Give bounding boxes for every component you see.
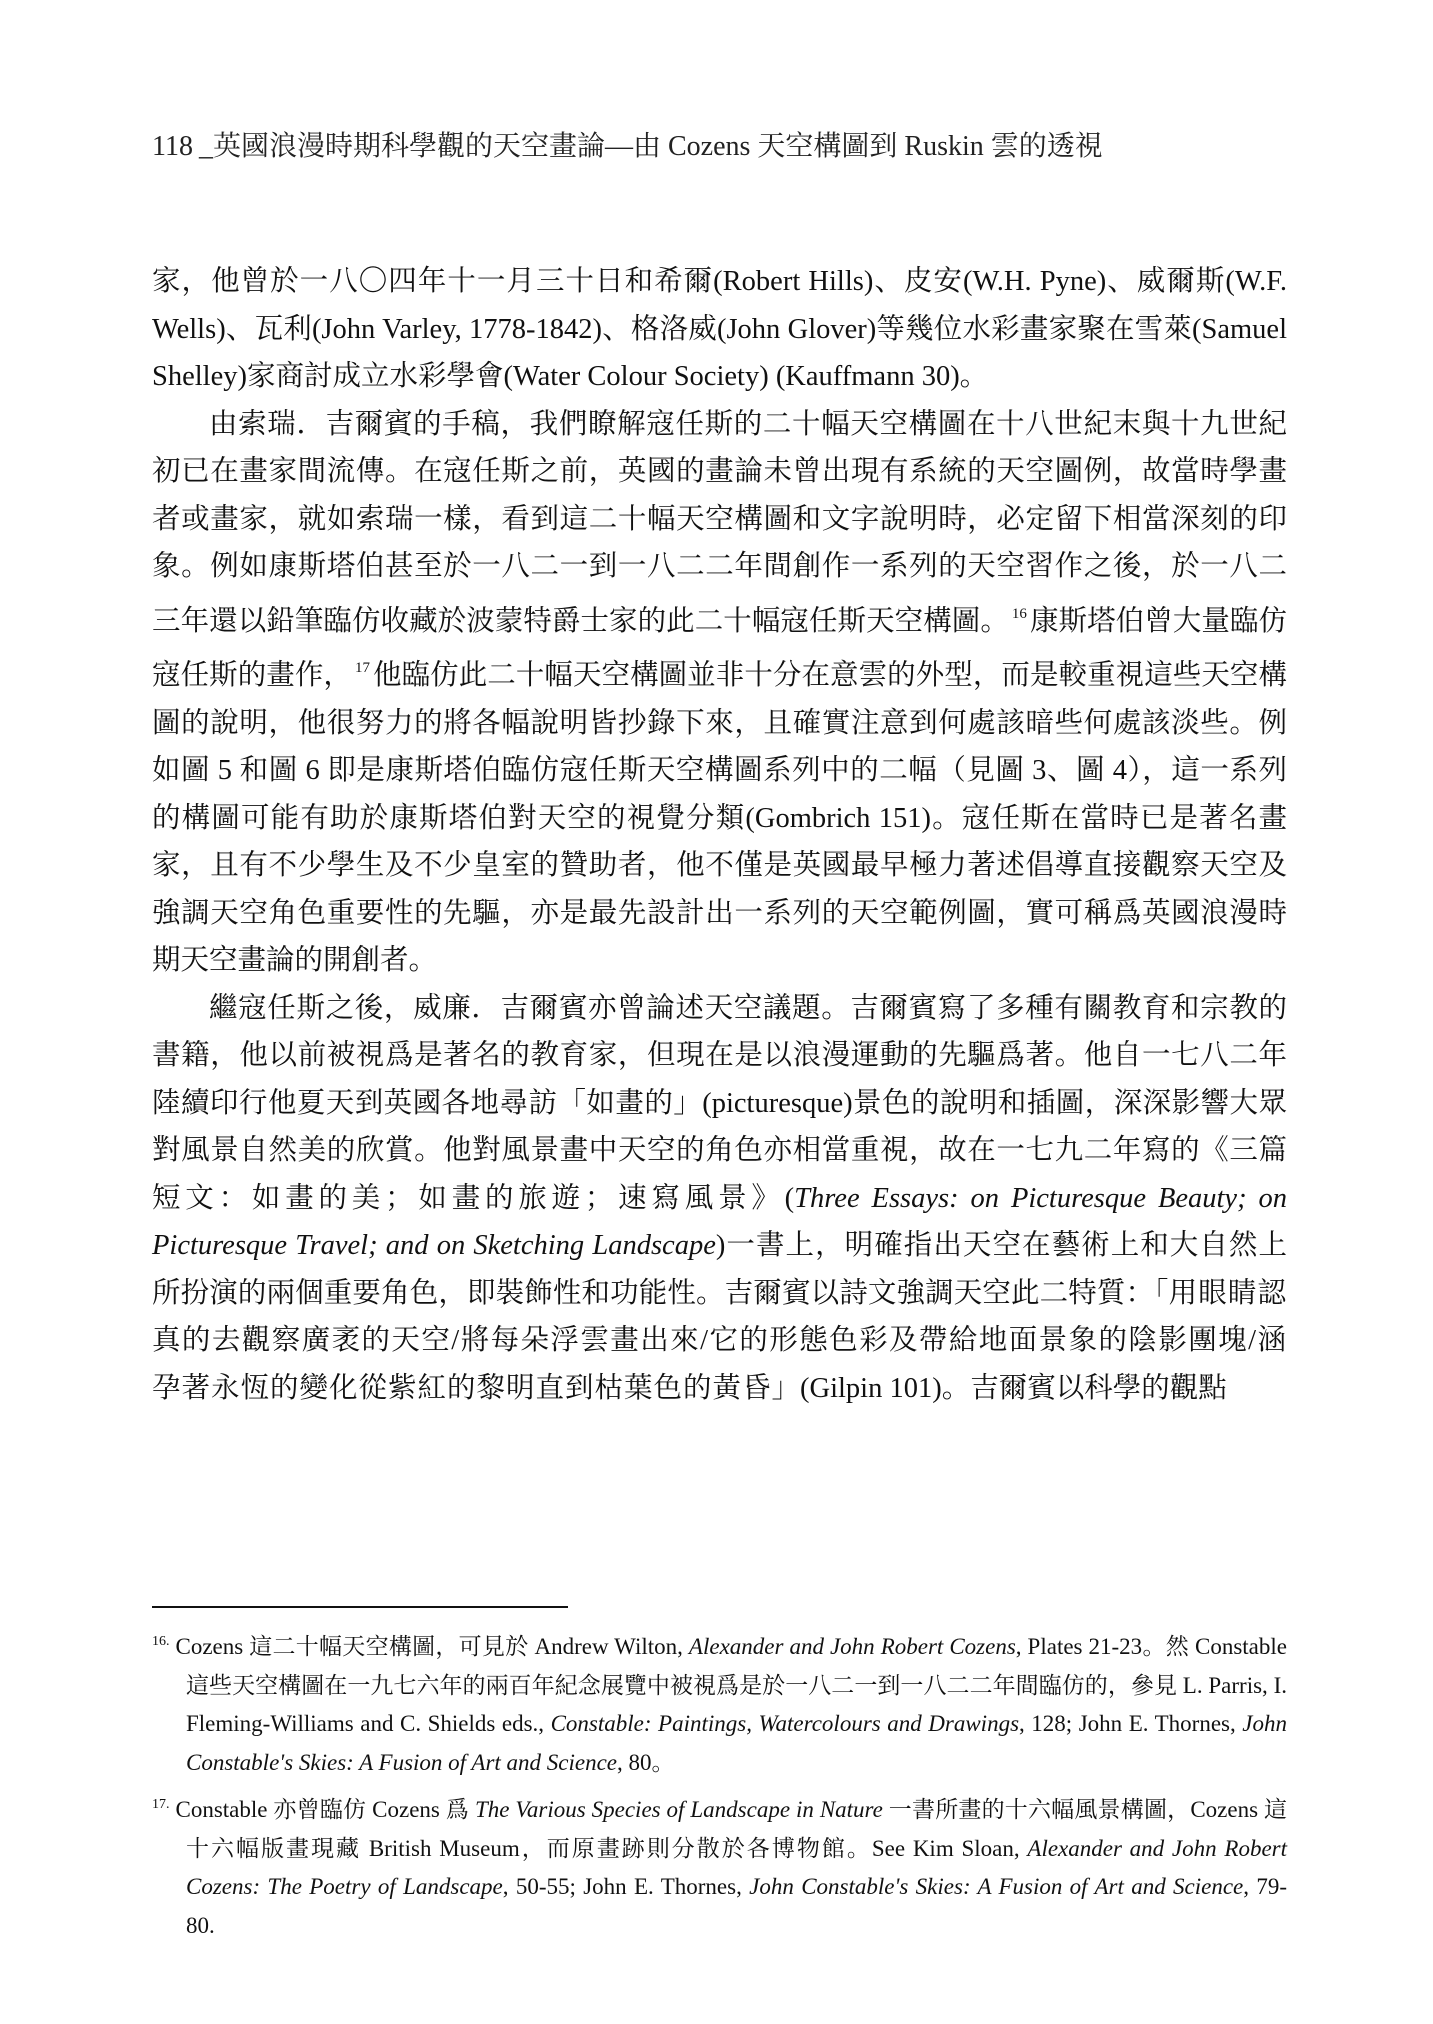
footnote-text: 一書所畫的十六幅風景構圖，Cozens 這十六幅版畫現藏 British Museum，而原畫跡則分散於各博物館。See Kim Sloan, [186,1797,1287,1861]
footnote-text: , Plates 21-23。然 Constable 這些天空構圖在一九七六年的兩百年紀念展覽中被視爲是於一八二一到一八二二年間臨仿的，參見 L. Parris, I. Fleming-Williams and C. Shields eds., [186,1634,1287,1736]
main-text [152,258,1287,1412]
running-header [152,124,1292,164]
footnotes [152,1623,1287,1949]
footnote-text: , 50-55; John E. Thornes, [502,1874,750,1899]
paragraph-2-text-b: 康斯塔伯曾大量臨仿寇任斯的畫作， [152,605,1287,691]
book-title: Three Essays: on Picturesque Beauty; on Picturesque Travel; and on Sketching Landscape [152,1182,1287,1261]
footnote-16 [152,1623,1287,1782]
gilpin-quote: 用眼睛認真的去觀察廣袤的天空/將每朵浮雲畫出來/它的形態色彩及帶給地面景象的陰影團塊/涵孕著永恆的變化從紫紅的黎明直到枯葉色的黃昏 [152,1277,1287,1404]
paragraph-2-text-c: 他臨仿此二十幅天空構圖並非十分在意雲的外型，而是較重視這些天空構圖的說明，他很努力的將各幅說明皆抄錄下來，且確實注意到何處該暗些何處該淡些。例如圖 5 和圖 6 即是康斯塔伯臨仿寇任斯天空構圖系列中的二幅（見圖 3、圖 4），這一系列的構圖可能有助於康斯塔伯對天空的視覺分類(Gombrich 151)。寇任斯在當時已是著名畫家，且有不少學生及不少皇室的贊助者，他不僅是英國最早極力著述倡導直接觀察天空及強調天空角色重要性的先驅，亦是最先設計出一系列的天空範例圖，實可稱爲英國浪漫時期天空畫論的開創者。 [152,660,1287,976]
paragraph-3 [152,985,1287,1413]
footnote-number: 16. [152,1634,170,1649]
footnote-text: , 80。 [617,1749,675,1775]
paragraph-2 [152,401,1287,985]
footnote-title: The Various Species of Landscape in Nature [474,1797,883,1822]
footnote-17 [152,1786,1287,1945]
footnote-text: Cozens 這二十幅天空構圖，可見於 Andrew Wilton, [175,1634,689,1659]
paragraph-2-text-a: 由索瑞．吉爾賓的手稿，我們瞭解寇任斯的二十幅天空構圖在十八世紀末與十九世紀初已在畫家間流傳。在寇任斯之前，英國的畫論未曾出現有系統的天空圖例，故當時學畫者或畫家，就如索瑞一樣，看到這二十幅天空構圖和文字說明時，必定留下相當深刻的印象。例如康斯塔伯甚至於一八二一到一八二二年間創作一系列的天空習作之後，於一八二三年還以鉛筆臨仿收藏於波蒙特爵士家的此二十幅寇任斯天空構圖。 [152,408,1287,637]
paragraph-1: 家，他曾於一八〇四年十一月三十日和希爾(Robert Hills)、皮安(W.H. Pyne)、威爾斯(W.F. Wells)、瓦利(John Varley, 1778-1842)、格洛威(John Glover)等幾位水彩畫家聚在雪萊(Samuel Shelley)家商討成立水彩學會(Water Colour Society) (Kauffmann 30)。 [152,266,1287,392]
paragraph-3-text-b: )一書上，明確指出天空在藝術上和大自然上所扮演的兩個重要角色，即裝飾性和功能性。吉爾賓以詩文強調天空此二特質：「 [152,1230,1287,1309]
footnote-title: Constable: Paintings, Watercolours and Drawings [550,1711,1020,1736]
footnote-text: , 128; John E. Thornes, [1019,1711,1243,1736]
paragraph-3-text-c: 」(Gilpin 101)。吉爾賓以科學的觀點 [771,1372,1227,1404]
page-number: 118 [152,131,193,162]
running-title: _英國浪漫時期科學觀的天空畫論—由 Cozens 天空構圖到 Ruskin 雲的透視 [198,131,1103,162]
footnote-text: , 79-80. [186,1874,1287,1938]
paragraph-3-text-a: 繼寇任斯之後，威廉．吉爾賓亦曾論述天空議題。吉爾賓寫了多種有關教育和宗教的書籍，他以前被視爲是著名的教育家，但現在是以浪漫運動的先驅爲著。他自一七八二年陸續印行他夏天到英國各地尋訪「如畫的」(picturesque)景色的說明和插圖，深深影響大眾對風景自然美的欣賞。他對風景畫中天空的角色亦相當重視，故在一七九二年寫的《三篇短文：如畫的美；如畫的旅遊；速寫風景》( [152,992,1287,1214]
footnote-number: 17. [152,1797,170,1812]
footnote-text: Constable 亦曾臨仿 Cozens 爲 [175,1797,475,1822]
footnote-title: John Constable's Skies: A Fusion of Art and Science [186,1711,1287,1775]
footnote-title: Alexander and John Robert Cozens: The Poetry of Landscape [186,1835,1287,1899]
footnote-title: John Constable's Skies: A Fusion of Art and Science [749,1874,1244,1899]
footnote-divider [152,1606,568,1608]
footnote-ref-17: 17 [354,660,370,676]
footnote-title: Alexander and John Robert Cozens [688,1634,1016,1659]
footnote-ref-16: 16 [1011,605,1027,622]
